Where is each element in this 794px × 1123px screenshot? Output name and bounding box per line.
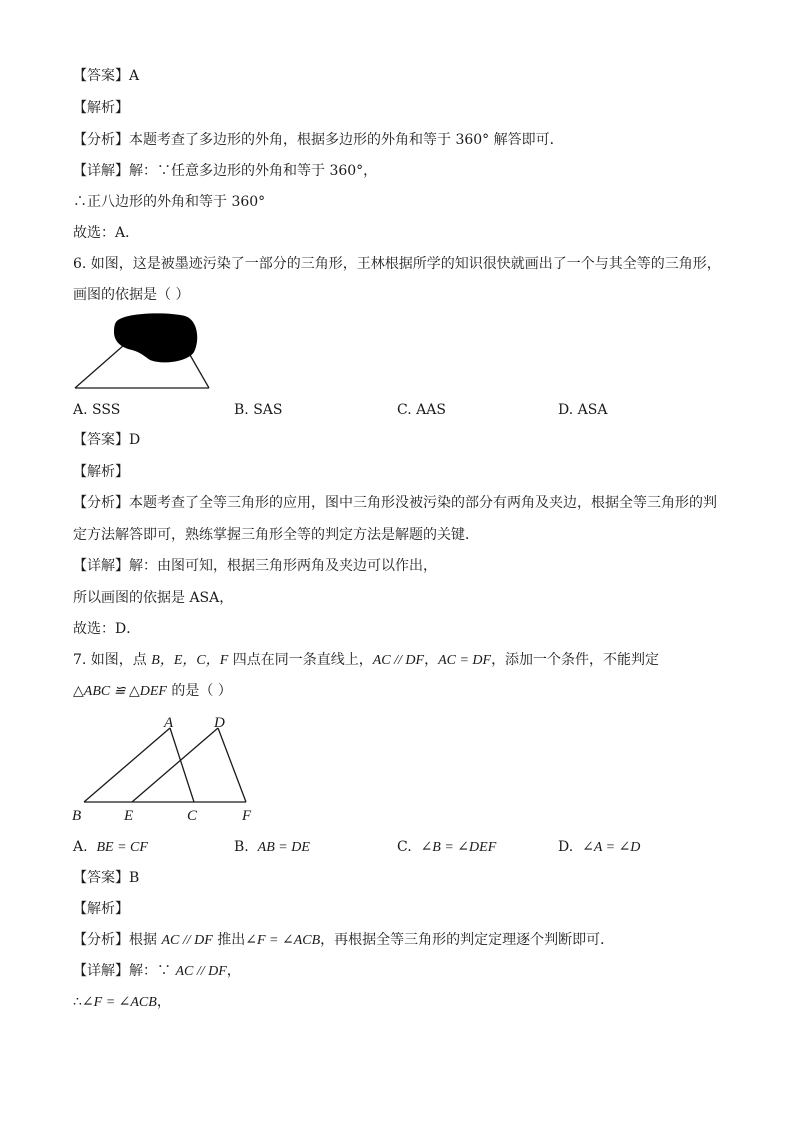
q7-fenxi-e: ，再根据全等三角形的判定定理逐个判断即可． (320, 932, 615, 948)
q7-stem-line1 (73, 650, 659, 671)
q7-option-b-letter: B. (234, 839, 249, 855)
q6-analysis-line2: 定方法解答即可，熟练掌握三角形全等的判定方法是解题的关键． (73, 527, 479, 543)
q5-analysis: 【分析】本题考查了多边形的外角，根据多边形的外角和等于 360° 解答即可． (73, 132, 564, 148)
label-e: E (124, 808, 134, 824)
label-f: F (242, 808, 252, 824)
q7-option-c-letter: C. (397, 839, 412, 855)
q6-stem-line2: 画图的依据是（ ） (73, 287, 190, 303)
q7-xiangjie-a: 【详解】解：∵ (73, 963, 176, 979)
q7-fenxi-a: 【分析】根据 (73, 932, 162, 948)
q5-analysis-heading: 【解析】 (73, 100, 129, 116)
q7-fenxi-b: AC // DF (161, 933, 213, 948)
label-c: C (187, 808, 198, 824)
q7-solution (73, 961, 241, 982)
q7-option-d (558, 837, 640, 858)
q7-step-b: ∠F = ∠ACB (81, 995, 157, 1010)
label-b: B (72, 808, 82, 824)
q5-conclusion: 故选：A． (73, 225, 140, 241)
q7-stem-parallel: AC // DF (372, 653, 425, 668)
q7-triangles-figure (66, 708, 276, 828)
ink-blot (114, 313, 197, 362)
q6-solution: 【详解】解：由图可知，根据三角形两角及夹边可以作出， (73, 558, 437, 574)
q6-option-b: B. SAS (234, 402, 283, 418)
q6-option-a: A. SSS (73, 402, 121, 418)
q5-answer: 【答案】A (73, 68, 140, 84)
q7-stem-points: B，E，C，F (151, 653, 229, 668)
q6-option-d: D. ASA (558, 402, 608, 418)
q7-stem-line2 (73, 681, 232, 702)
q6-step: 所以画图的依据是 ASA， (73, 590, 234, 606)
q7-stem-equal: AC = DF (438, 653, 492, 668)
q5-step: ∴正八边形的外角和等于 360° (73, 194, 266, 210)
q7-xiangjie-b: AC // DF (175, 964, 227, 979)
q7-option-c (397, 837, 496, 858)
q7-fenxi-c: 推出 (212, 932, 246, 948)
q7-option-b (234, 837, 310, 858)
q7-xiangjie-c: ， (226, 963, 241, 979)
q7-analysis-heading: 【解析】 (73, 901, 129, 917)
q7-stem-text-b2: 的是（ ） (166, 683, 232, 699)
q6-conclusion: 故选：D． (73, 621, 141, 637)
q7-fenxi-d: ∠F = ∠ACB (245, 933, 321, 948)
q7-option-d-letter: D. (558, 839, 574, 855)
q7-step-a: ∴ (73, 994, 82, 1010)
q6-ink-stained-triangle-figure (70, 310, 220, 392)
q6-answer: 【答案】D (73, 432, 141, 448)
q7-stem-congruence: △ABC ≌ △DEF (73, 684, 167, 699)
q7-option-d-expr: ∠A = ∠D (582, 840, 641, 855)
q7-stem-text-a: 7. 如图，点 (73, 652, 152, 668)
q7-option-a (73, 837, 148, 858)
q6-stem-line1: 6. 如图，这是被墨迹污染了一部分的三角形，王林根据所学的知识很快就画出了一个与其全等的三角形， (73, 256, 721, 272)
q7-option-b-expr: AB = DE (257, 840, 310, 855)
q7-step-c: ， (156, 994, 171, 1010)
q7-option-a-letter: A. (73, 839, 88, 855)
label-d: D (214, 715, 225, 731)
q7-step (73, 992, 171, 1013)
q7-option-a-expr: BE = CF (96, 840, 148, 855)
q7-option-c-expr: ∠B = ∠DEF (420, 840, 497, 855)
q7-stem-text-e: ， (424, 652, 439, 668)
q7-answer: 【答案】B (73, 870, 140, 886)
q7-stem-text-c: 四点在同一条直线上， (228, 652, 373, 668)
q5-solution: 【详解】解：∵任意多边形的外角和等于 360°， (73, 163, 378, 179)
label-a: A (164, 715, 174, 731)
q7-analysis (73, 930, 614, 951)
q6-analysis-heading: 【解析】 (73, 464, 129, 480)
q6-analysis-line1: 【分析】本题考查了全等三角形的应用，图中三角形没被污染的部分有两角及夹边，根据全等三角形的判 (73, 495, 717, 511)
q7-stem-text-g: ，添加一个条件，不能判定 (491, 652, 660, 668)
q6-option-c: C. AAS (397, 402, 446, 418)
